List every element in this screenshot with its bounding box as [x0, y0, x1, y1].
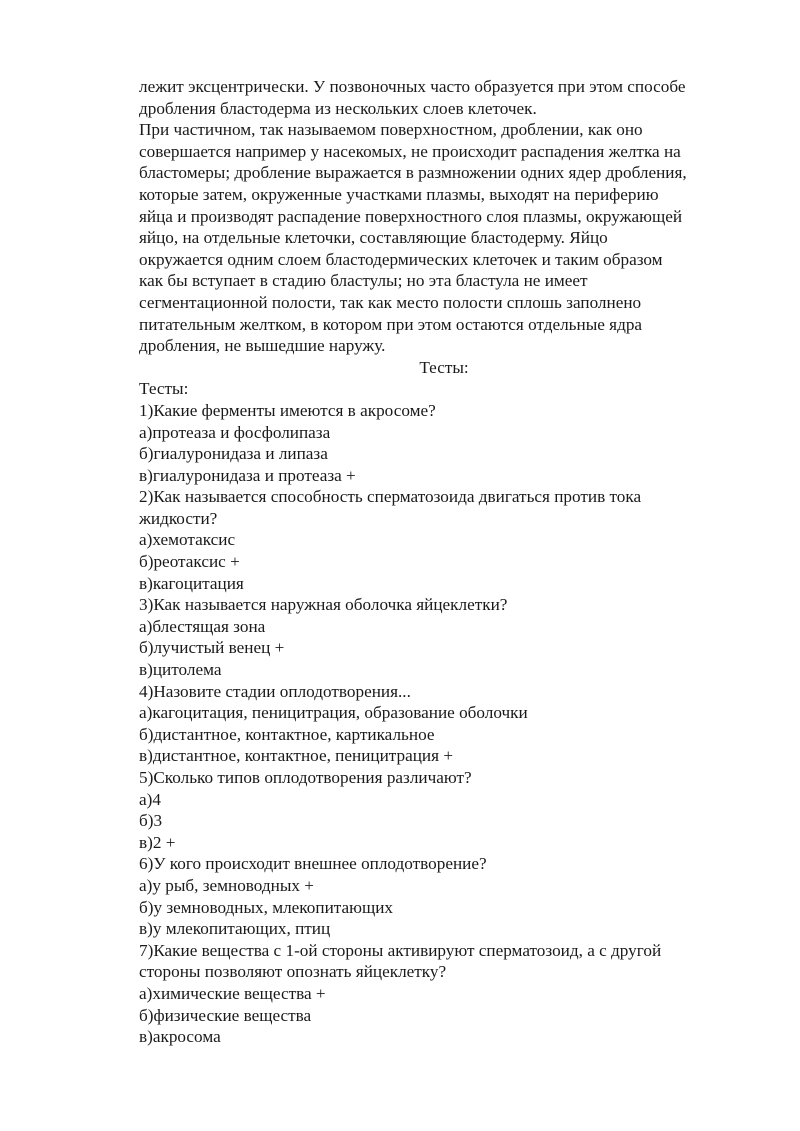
text-line: окружается одним слоем бластодермических клеточек и таким образом	[139, 249, 663, 269]
answer-option: в)кагоцитация	[139, 573, 244, 593]
answer-option: в)гиалуронидаза и протеаза +	[139, 465, 356, 485]
answer-option: а)блестящая зона	[139, 616, 266, 636]
answer-option: в)2 +	[139, 832, 176, 852]
question-block-7	[139, 940, 749, 1048]
question-block-3	[139, 594, 749, 680]
text-line: При частичном, так называемом поверхностном, дроблении, как оно	[139, 120, 643, 140]
text-line: как бы вступает в стадию бластулы; но эта бластула не имеет	[139, 271, 588, 291]
text-line: питательным желтком, в котором при этом остаются отдельные ядра	[139, 314, 643, 334]
question-text: 1)Какие ферменты имеются в акросоме?	[139, 400, 436, 420]
answer-option: в)у млекопитающих, птиц	[139, 919, 331, 939]
answer-option: б)реотаксис +	[139, 552, 240, 572]
answer-option: б)гиалуронидаза и липаза	[139, 444, 328, 464]
question-text: 6)У кого происходит внешнее оплодотворение?	[139, 854, 487, 874]
answer-option: б)дистантное, контактное, картикальное	[139, 724, 435, 744]
text-line: яйца и производят распадение поверхностного слоя плазмы, окружающей	[139, 206, 683, 226]
answer-option: в)дистантное, контактное, пеницитрация +	[139, 746, 454, 766]
question-text: 3)Как называется наружная оболочка яйцеклетки?	[139, 595, 508, 615]
text-line: дробления, не вышедшие наружу.	[139, 336, 386, 356]
question-block-4	[139, 681, 749, 767]
question-text: стороны позволяют опознать яйцеклетку?	[139, 962, 447, 982]
document-page	[139, 76, 749, 1048]
question-block-1	[139, 400, 749, 486]
paragraph-superficial-cleavage	[139, 119, 749, 357]
text-line: которые затем, окруженные участками плазмы, выходят на периферию	[139, 184, 659, 204]
text-line: бластомеры; дробление выражается в размножении одних ядер дробления,	[139, 163, 687, 183]
paragraph-continuation	[139, 76, 749, 119]
question-text: 7)Какие вещества с 1-ой стороны активируют сперматозоид, а с другой	[139, 940, 662, 960]
question-text: 5)Сколько типов оплодотворения различают?	[139, 768, 472, 787]
answer-option: в)цитолема	[139, 660, 222, 680]
section-heading-centered: Тесты:	[419, 357, 469, 377]
question-text: жидкости?	[139, 508, 218, 528]
tests-heading: Тесты:	[139, 379, 189, 399]
question-block-6	[139, 853, 749, 939]
answer-option: а)химические вещества +	[139, 983, 326, 1003]
answer-option: б)у земноводных, млекопитающих	[139, 897, 393, 917]
answer-option: б)физические вещества	[139, 1005, 312, 1025]
question-text: 2)Как называется способность сперматозоида двигаться против тока	[139, 487, 642, 507]
question-text: 4)Назовите стадии оплодотворения...	[139, 681, 411, 701]
answer-option: а)хемотаксис	[139, 530, 236, 550]
text-line: дробления бластодерма из нескольких слоев клеточек.	[139, 98, 537, 118]
text-line: совершается например у насекомых, не происходит распадения желтка на	[139, 141, 681, 161]
answer-option: а)кагоцитация, пеницитрация, образование оболочки	[139, 703, 528, 723]
text-line: яйцо, на отдельные клеточки, составляющие бластодерму. Яйцо	[139, 228, 608, 248]
question-block-2	[139, 486, 749, 594]
answer-option: а)4	[139, 789, 161, 809]
answer-option: а)у рыб, земноводных +	[139, 875, 314, 895]
text-line: сегментационной полости, так как место полости сплошь заполнено	[139, 292, 642, 312]
answer-option: б)лучистый венец +	[139, 638, 285, 658]
question-block-5	[139, 767, 749, 853]
answer-option: в)акросома	[139, 1027, 221, 1047]
answer-option: а)протеаза и фосфолипаза	[139, 422, 331, 442]
text-line: лежит эксцентрически. У позвоночных часто образуется при этом способе	[139, 77, 686, 96]
answer-option: б)3	[139, 811, 163, 831]
